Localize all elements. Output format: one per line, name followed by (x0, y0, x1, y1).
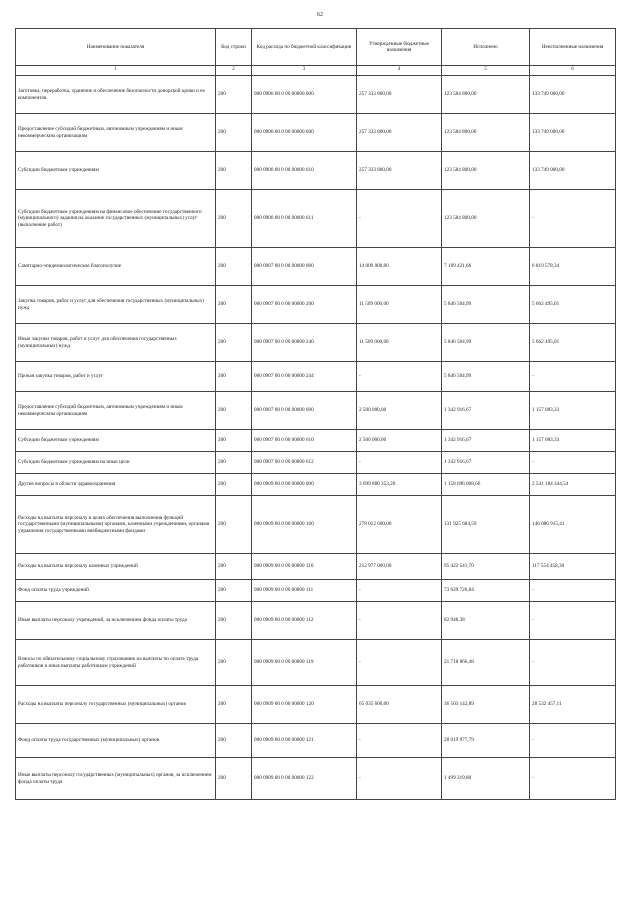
indicator-name: Субсидии бюджетным учреждениям (16, 430, 216, 452)
classification-code: 000 0907 00 0 00 00000 000 (252, 248, 357, 286)
executed-amount: 82 948,38 (442, 602, 530, 640)
approved-amount: - (357, 758, 442, 800)
unexecuted-amount: 5 662 495,01 (530, 286, 616, 324)
unexecuted-amount: 2 541 184 344,54 (530, 474, 616, 496)
indicator-name: Прочая закупка товаров, работ и услуг (16, 362, 216, 392)
line-code: 200 (216, 286, 252, 324)
header-line-code: Код строки (216, 29, 252, 66)
approved-amount: - (357, 724, 442, 758)
classification-code: 000 0906 00 0 00 00000 600 (252, 114, 357, 152)
table-row (16, 362, 616, 392)
approved-amount: 11 509 000,00 (357, 324, 442, 362)
indicator-name: Субсидии бюджетным учреждениям на иные цели (16, 452, 216, 474)
approved-amount: 3 699 880 353,20 (357, 474, 442, 496)
unexecuted-amount: 5 662 495,01 (530, 324, 616, 362)
classification-code: 000 0907 00 0 00 00000 200 (252, 286, 357, 324)
line-code: 200 (216, 686, 252, 724)
column-number: 4 (357, 66, 442, 76)
indicator-name: Предоставление субсидий бюджетным, автономным учреждениям и иным некоммерческим организациям (16, 114, 216, 152)
executed-amount: 5 846 504,99 (442, 362, 530, 392)
approved-amount: 278 012 600,00 (357, 496, 442, 554)
unexecuted-amount: 133 749 000,00 (530, 152, 616, 190)
classification-code: 000 0906 00 0 00 00000 000 (252, 76, 357, 114)
indicator-name: Расходы на выплаты персоналу государственных (муниципальных) органов (16, 686, 216, 724)
column-number-row (16, 66, 616, 76)
classification-code: 000 0909 00 0 00 00000 119 (252, 640, 357, 686)
approved-amount: 14 009 000,00 (357, 248, 442, 286)
line-code: 200 (216, 758, 252, 800)
executed-amount: 1 342 916,67 (442, 392, 530, 430)
line-code: 200 (216, 152, 252, 190)
unexecuted-amount: 146 086 915,41 (530, 496, 616, 554)
unexecuted-amount: 133 749 000,00 (530, 76, 616, 114)
approved-amount: - (357, 640, 442, 686)
approved-amount: 2 500 000,00 (357, 430, 442, 452)
table-row (16, 430, 616, 452)
executed-amount: 131 925 684,59 (442, 496, 530, 554)
table-row (16, 152, 616, 190)
line-code: 200 (216, 602, 252, 640)
column-number: 5 (442, 66, 530, 76)
line-code: 200 (216, 362, 252, 392)
executed-amount: 7 189 421,66 (442, 248, 530, 286)
table-row (16, 190, 616, 248)
unexecuted-amount: - (530, 580, 616, 602)
unexecuted-amount: 133 749 000,00 (530, 114, 616, 152)
unexecuted-amount: 28 532 457,11 (530, 686, 616, 724)
executed-amount: 123 584 800,00 (442, 114, 530, 152)
line-code: 200 (216, 496, 252, 554)
approved-amount: - (357, 602, 442, 640)
approved-amount: - (357, 362, 442, 392)
approved-amount: 257 333 800,00 (357, 152, 442, 190)
classification-code: 000 0909 00 0 00 00000 112 (252, 602, 357, 640)
line-code: 200 (216, 324, 252, 362)
budget-execution-table (15, 28, 616, 800)
unexecuted-amount: - (530, 362, 616, 392)
unexecuted-amount: - (530, 724, 616, 758)
line-code: 200 (216, 724, 252, 758)
unexecuted-amount: 1 157 083,33 (530, 430, 616, 452)
indicator-name: Закупка товаров, работ и услуг для обеспечения государственных (муниципальных) нужд (16, 286, 216, 324)
executed-amount: 123 584 800,00 (442, 76, 530, 114)
indicator-name: Субсидии бюджетным учреждениям на финансовое обеспечение государственного (муниципального) задания на оказание государственных (муниципальных) услуг (выполнение работ) (16, 190, 216, 248)
approved-amount: - (357, 190, 442, 248)
indicator-name: Расходы на выплаты персоналу казенных учреждений (16, 554, 216, 580)
classification-code: 000 0909 00 0 00 00000 121 (252, 724, 357, 758)
table-row (16, 724, 616, 758)
unexecuted-amount: 1 157 083,33 (530, 392, 616, 430)
header-row (16, 29, 616, 66)
indicator-name: Другие вопросы в области здравоохранения (16, 474, 216, 496)
unexecuted-amount: - (530, 640, 616, 686)
line-code: 200 (216, 114, 252, 152)
approved-amount: - (357, 452, 442, 474)
line-code: 200 (216, 554, 252, 580)
line-code: 200 (216, 452, 252, 474)
indicator-name: Санитарно-эпидемиологическое благополучие (16, 248, 216, 286)
header-approved: Утвержденные бюджетные назначения (357, 29, 442, 66)
executed-amount: 1 158 696 008,66 (442, 474, 530, 496)
unexecuted-amount: 117 554 458,30 (530, 554, 616, 580)
approved-amount: 11 509 000,00 (357, 286, 442, 324)
executed-amount: 28 019 977,79 (442, 724, 530, 758)
unexecuted-amount: - (530, 758, 616, 800)
indicator-name: Фонд оплаты труда учреждений (16, 580, 216, 602)
header-indicator-name: Наименование показателя (16, 29, 216, 66)
table-row (16, 76, 616, 114)
indicator-name: Иные выплаты персоналу учреждений, за исключением фонда оплаты труда (16, 602, 216, 640)
table-row (16, 640, 616, 686)
table-row (16, 554, 616, 580)
line-code: 200 (216, 640, 252, 686)
unexecuted-amount: 6 819 578,34 (530, 248, 616, 286)
executed-amount: 123 584 800,00 (442, 152, 530, 190)
indicator-name: Иные выплаты персоналу государственных (муниципальных) органов, за исключением фонда оплаты труда (16, 758, 216, 800)
table-row (16, 248, 616, 286)
executed-amount: 1 342 916,67 (442, 452, 530, 474)
executed-amount: 1 499 319,80 (442, 758, 530, 800)
classification-code: 000 0907 00 0 00 00000 600 (252, 392, 357, 430)
approved-amount: 2 500 000,00 (357, 392, 442, 430)
line-code: 200 (216, 76, 252, 114)
table-row (16, 114, 616, 152)
executed-amount: 21 718 866,48 (442, 640, 530, 686)
executed-amount: 5 846 504,99 (442, 324, 530, 362)
indicator-name: Взносы по обязательному социальному страхованию на выплаты по оплате труда работников и иные выплаты работникам учреждений (16, 640, 216, 686)
classification-code: 000 0907 00 0 00 00000 612 (252, 452, 357, 474)
table-row (16, 602, 616, 640)
column-number: 2 (216, 66, 252, 76)
classification-code: 000 0906 00 0 00 00000 611 (252, 190, 357, 248)
line-code: 200 (216, 474, 252, 496)
classification-code: 000 0907 00 0 00 00000 610 (252, 430, 357, 452)
table-row (16, 580, 616, 602)
indicator-name: Фонд оплаты труда государственных (муниципальных) органов (16, 724, 216, 758)
classification-code: 000 0909 00 0 00 00000 111 (252, 580, 357, 602)
table-row (16, 324, 616, 362)
executed-amount: 123 584 800,00 (442, 190, 530, 248)
table-row (16, 286, 616, 324)
column-number: 6 (530, 66, 616, 76)
indicator-name: Иные закупки товаров, работ и услуг для обеспечения государственных (муниципальных) нужд (16, 324, 216, 362)
approved-amount: 65 035 600,00 (357, 686, 442, 724)
line-code: 200 (216, 248, 252, 286)
executed-amount: 73 620 726,84 (442, 580, 530, 602)
table-row (16, 392, 616, 430)
table-row (16, 474, 616, 496)
table-row (16, 496, 616, 554)
executed-amount: 1 342 916,67 (442, 430, 530, 452)
column-number: 1 (16, 66, 216, 76)
classification-code: 000 0907 00 0 00 00000 240 (252, 324, 357, 362)
executed-amount: 5 846 504,99 (442, 286, 530, 324)
table-row (16, 452, 616, 474)
line-code: 200 (216, 430, 252, 452)
unexecuted-amount: - (530, 602, 616, 640)
classification-code: 000 0909 00 0 00 00000 120 (252, 686, 357, 724)
classification-code: 000 0909 00 0 00 00000 100 (252, 496, 357, 554)
approved-amount: 257 333 800,00 (357, 76, 442, 114)
table-row (16, 758, 616, 800)
classification-code: 000 0909 00 0 00 00000 110 (252, 554, 357, 580)
executed-amount: 36 503 142,89 (442, 686, 530, 724)
line-code: 200 (216, 190, 252, 248)
executed-amount: 95 422 541,70 (442, 554, 530, 580)
classification-code: 000 0909 00 0 00 00000 122 (252, 758, 357, 800)
indicator-name: Заготовка, переработка, хранение и обеспечение безопасности донорской крови и ее компонентов (16, 76, 216, 114)
classification-code: 000 0907 00 0 00 00000 244 (252, 362, 357, 392)
header-unexecuted: Неисполненные назначения (530, 29, 616, 66)
page-number: 62 (317, 12, 323, 18)
header-classification-code: Код расхода по бюджетной классификации (252, 29, 357, 66)
approved-amount: - (357, 580, 442, 602)
line-code: 200 (216, 392, 252, 430)
indicator-name: Предоставление субсидий бюджетным, автономным учреждениям и иным некоммерческим организациям (16, 392, 216, 430)
approved-amount: 257 333 800,00 (357, 114, 442, 152)
indicator-name: Расходы на выплаты персоналу в целях обеспечения выполнения функций государственными (муниципальными) органами, казенными учреждениями, органами управления государственными внебюджетными фондами (16, 496, 216, 554)
indicator-name: Субсидии бюджетным учреждениям (16, 152, 216, 190)
line-code: 200 (216, 580, 252, 602)
classification-code: 000 0906 00 0 00 00000 610 (252, 152, 357, 190)
column-number: 3 (252, 66, 357, 76)
unexecuted-amount: - (530, 190, 616, 248)
approved-amount: 212 977 000,00 (357, 554, 442, 580)
table-row (16, 686, 616, 724)
classification-code: 000 0909 00 0 00 00000 000 (252, 474, 357, 496)
unexecuted-amount: - (530, 452, 616, 474)
header-executed: Исполнено (442, 29, 530, 66)
